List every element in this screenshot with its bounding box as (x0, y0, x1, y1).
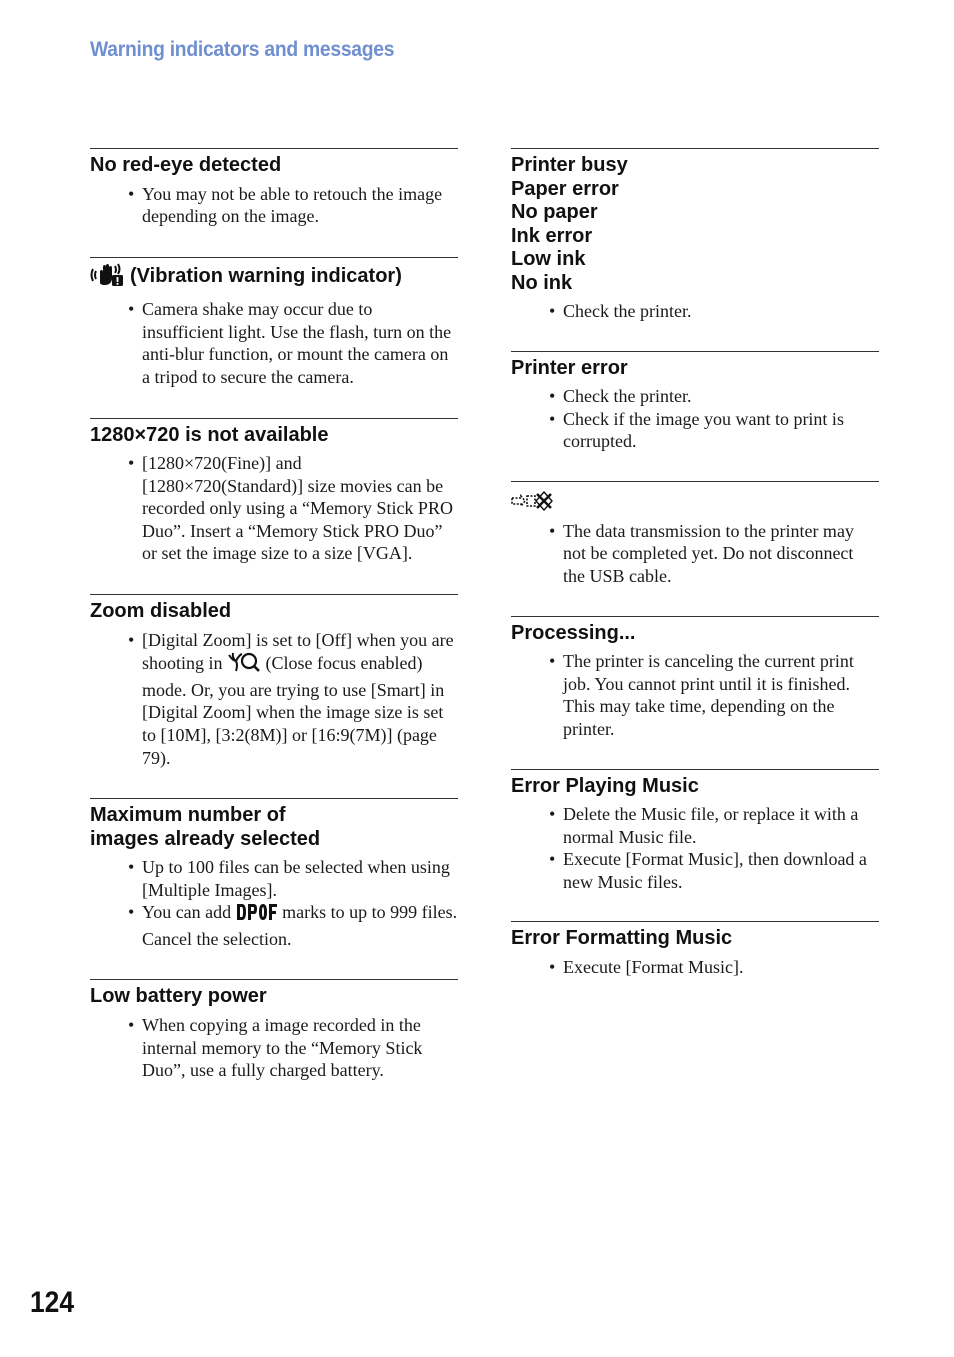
bullet-item: • Execute [Format Music], then download a new Music files. (549, 848, 879, 893)
entry-title-line: Maximum number of (90, 804, 286, 827)
bullet-item: • Check the printer. (549, 300, 879, 323)
entry-title-line: Paper error (511, 177, 619, 200)
entry-printer-error (511, 351, 879, 453)
bullet-list (90, 856, 458, 928)
bullet-list (511, 803, 879, 893)
entry-max-images (90, 798, 458, 950)
bullet-text: [Digital Zoom] is set to [Off] when you are shooting in (142, 629, 454, 674)
entry-no-red-eye (90, 148, 458, 228)
entry-hd-movie-unavailable (90, 418, 458, 565)
vibration-warning-icon (90, 263, 124, 294)
entry-data-transfer (511, 481, 879, 588)
entry-title (90, 804, 458, 851)
running-head: Warning indicators and messages (90, 38, 395, 61)
bullet-item: • Execute [Format Music]. (549, 956, 879, 979)
bullet-item: • Delete the Music file, or replace it with a normal Music file. (549, 803, 879, 848)
bullet-item: • Camera shake may occur due to insufficient light. Use the flash, turn on the anti-blur function, or mount the camera on a tripod to secure the camera. (128, 298, 458, 388)
entry-title-line: Ink error (511, 224, 593, 247)
right-column (511, 148, 879, 979)
entry-title-text: (Vibration warning indicator) (130, 264, 402, 287)
entry-title: Error Formatting Music (511, 927, 733, 950)
continuation-text: Cancel the selection. (142, 928, 292, 949)
entry-error-formatting-music (511, 921, 879, 978)
close-focus-icon (227, 651, 261, 679)
entry-title-line: No ink (511, 271, 573, 294)
page-number: 124 (30, 1286, 75, 1319)
bullet-item: • When copying a image recorded in the internal memory to the “Memory Stick Duo”, use a fully charged battery. (128, 1014, 458, 1082)
bullet-list (90, 298, 458, 388)
bullet-list (90, 183, 458, 228)
dpof-mark-icon (236, 902, 278, 928)
entry-title: Printer error (511, 356, 628, 379)
data-transfer-icon (511, 487, 879, 515)
entry-title-line: No paper (511, 201, 598, 223)
bullet-item: • [1280×720(Fine)] and [1280×720(Standard)] size movies can be recorded only using a “Memory Stick PRO Duo”. Insert a “Memory Stick PRO Duo” or set the image size to a size [VGA]. (128, 452, 458, 565)
entry-vibration-warning (90, 257, 458, 389)
entry-title (90, 263, 458, 294)
entry-processing (511, 616, 879, 741)
bullet-item: • You may not be able to retouch the image depending on the image. (128, 183, 458, 228)
left-column (90, 148, 458, 1082)
bullet-text: (Close focus enabled) mode. Or, you are trying to use [Smart] in [Digital Zoom] when the image size is set to [10M], [3:2(8M)] or [16:9(7M)] (page 79). (142, 653, 445, 768)
entry-printer-status (511, 148, 879, 323)
bullet-item: • The data transmission to the printer may not be completed yet. Do not disconnect the USB cable. (549, 520, 879, 588)
bullet-text: You can add (142, 902, 232, 923)
bullet-list (511, 520, 879, 588)
bullet-list (511, 650, 879, 740)
entry-error-playing-music (511, 769, 879, 894)
entry-title: No red-eye detected (90, 154, 282, 176)
entry-title: Error Playing Music (511, 774, 699, 797)
entry-title-line: Printer busy (511, 154, 628, 176)
bullet-list (90, 1014, 458, 1082)
entry-zoom-disabled (90, 594, 458, 769)
bullet-item: • The printer is canceling the current print job. You cannot print until it is finished. This may take time, depending on the printer. (549, 650, 879, 740)
bullet-list (90, 452, 458, 565)
bullet-list (90, 629, 458, 770)
bullet-item (128, 629, 458, 770)
bullet-text: marks to up to 999 files. (282, 902, 458, 923)
bullet-item: • Up to 100 files can be selected when using [Multiple Images]. (128, 856, 458, 901)
entry-title: Low battery power (90, 985, 267, 1008)
entry-low-battery (90, 979, 458, 1081)
bullet-item: • Check if the image you want to print is corrupted. (549, 408, 879, 453)
entry-title-group (511, 154, 879, 295)
entry-title-line: images already selected (90, 827, 321, 850)
bullet-list (511, 300, 879, 323)
bullet-item: • Check the printer. (549, 385, 879, 408)
entry-title: Processing... (511, 621, 636, 644)
bullet-list (511, 956, 879, 979)
entry-title-line: Low ink (511, 248, 586, 270)
entry-title: 1280×720 is not available (90, 423, 329, 446)
bullet-list (511, 385, 879, 453)
bullet-item (128, 901, 458, 928)
entry-title: Zoom disabled (90, 600, 232, 623)
